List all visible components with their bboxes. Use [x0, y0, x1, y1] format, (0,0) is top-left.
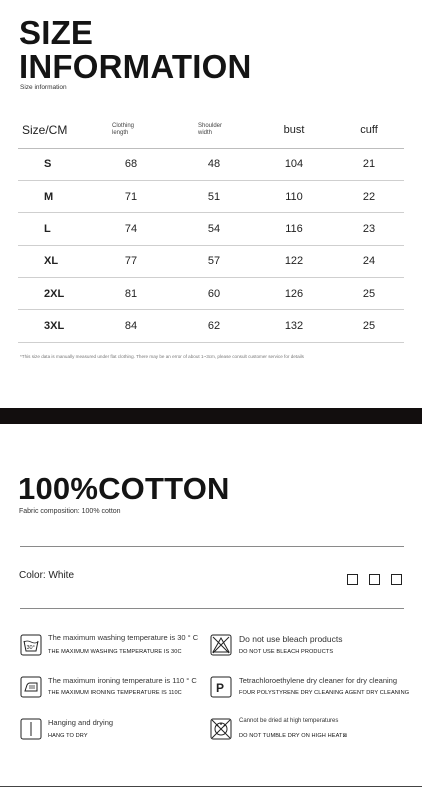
care-tumble-line1: Cannot be dried at high temperatures	[239, 718, 339, 724]
table-row	[18, 148, 404, 180]
cell-shoulder: 51	[174, 180, 254, 212]
divider-top	[20, 546, 404, 547]
care-dryclean-line2: FOUR POLYSTYRENE DRY CLEANING AGENT DRY CLEANING	[239, 690, 410, 696]
size-title-line2: INFORMATION	[19, 48, 252, 85]
header-bust: bust	[254, 112, 334, 148]
bottom-rule	[0, 786, 422, 787]
cell-bust: 132	[254, 310, 334, 342]
cell-bust: 110	[254, 180, 334, 212]
cell-size: M	[18, 180, 88, 212]
cell-cuff: 25	[334, 278, 404, 310]
table-row	[18, 310, 404, 342]
cell-length: 71	[88, 180, 174, 212]
size-table	[18, 112, 404, 343]
color-label: Color: White	[19, 570, 75, 581]
cell-size: 2XL	[18, 278, 88, 310]
cell-shoulder: 54	[174, 213, 254, 245]
header-size-cm: Size/CM	[18, 112, 88, 148]
fabric-composition: Fabric composition: 100% cotton	[19, 508, 121, 515]
cell-length: 81	[88, 278, 174, 310]
care-hang-line2: HANG TO DRY	[48, 733, 88, 739]
cell-shoulder: 48	[174, 148, 254, 180]
size-title	[19, 16, 252, 84]
cell-size: 3XL	[18, 310, 88, 342]
iron-icon	[20, 676, 42, 698]
cell-length: 84	[88, 310, 174, 342]
cell-cuff: 24	[334, 245, 404, 277]
wash-30-icon	[20, 634, 42, 656]
table-row	[18, 278, 404, 310]
dry-clean-p-icon	[210, 676, 232, 698]
no-tumble-dry-icon	[210, 718, 232, 740]
cell-bust: 104	[254, 148, 334, 180]
care-tumble-line2: DO NOT TUMBLE DRY ON HIGH HEAT⊠	[239, 733, 348, 739]
size-table-header	[18, 112, 404, 148]
no-bleach-icon	[210, 634, 232, 656]
care-hang-line1: Hanging and drying	[48, 718, 114, 727]
cell-bust: 116	[254, 213, 334, 245]
color-swatch-3[interactable]	[391, 574, 402, 585]
size-subtitle: Size information	[20, 84, 67, 91]
color-swatch-2[interactable]	[369, 574, 380, 585]
table-row	[18, 213, 404, 245]
wash-temp-label: 30°	[26, 645, 35, 651]
care-iron-line2: THE MAXIMUM IRONING TEMPERATURE IS 110C	[48, 690, 182, 696]
cell-length: 77	[88, 245, 174, 277]
cell-shoulder: 60	[174, 278, 254, 310]
header-cuff: cuff	[334, 112, 404, 148]
care-wash-line2: THE MAXIMUM WASHING TEMPERATURE IS 30C	[48, 649, 182, 655]
cell-bust: 126	[254, 278, 334, 310]
table-row	[18, 180, 404, 212]
cell-length: 74	[88, 213, 174, 245]
hang-dry-icon	[20, 718, 42, 740]
fabric-title: 100%COTTON	[18, 471, 230, 506]
cell-cuff: 25	[334, 310, 404, 342]
divider-bottom	[20, 608, 404, 609]
dry-clean-letter: P	[216, 681, 225, 695]
cell-size: S	[18, 148, 88, 180]
care-bleach-line2: DO NOT USE BLEACH PRODUCTS	[239, 649, 334, 655]
header-clothing-length: Clothing length	[88, 112, 174, 148]
size-title-line1: SIZE	[19, 14, 94, 51]
table-row	[18, 245, 404, 277]
cell-shoulder: 62	[174, 310, 254, 342]
cell-cuff: 22	[334, 180, 404, 212]
cell-bust: 122	[254, 245, 334, 277]
care-wash-line1: The maximum washing temperature is 30 ° C	[48, 633, 199, 642]
cell-shoulder: 57	[174, 245, 254, 277]
cell-size: L	[18, 213, 88, 245]
cell-length: 68	[88, 148, 174, 180]
measurement-note: *This size data is manually measured under flat clothing. There may be an error of about 1~3cm, please consult customer service for details	[20, 354, 304, 359]
color-swatch-1[interactable]	[347, 574, 358, 585]
cell-cuff: 21	[334, 148, 404, 180]
section-divider-band	[0, 408, 422, 424]
care-bleach-line1: Do not use bleach products	[239, 634, 343, 644]
care-dryclean-line1: Tetrachloroethylene dry cleaner for dry cleaning	[239, 676, 398, 685]
cell-cuff: 23	[334, 213, 404, 245]
care-iron-line1: The maximum ironing temperature is 110 ° C	[48, 676, 197, 685]
cell-size: XL	[18, 245, 88, 277]
header-shoulder-width: Shoulder width	[174, 112, 254, 148]
